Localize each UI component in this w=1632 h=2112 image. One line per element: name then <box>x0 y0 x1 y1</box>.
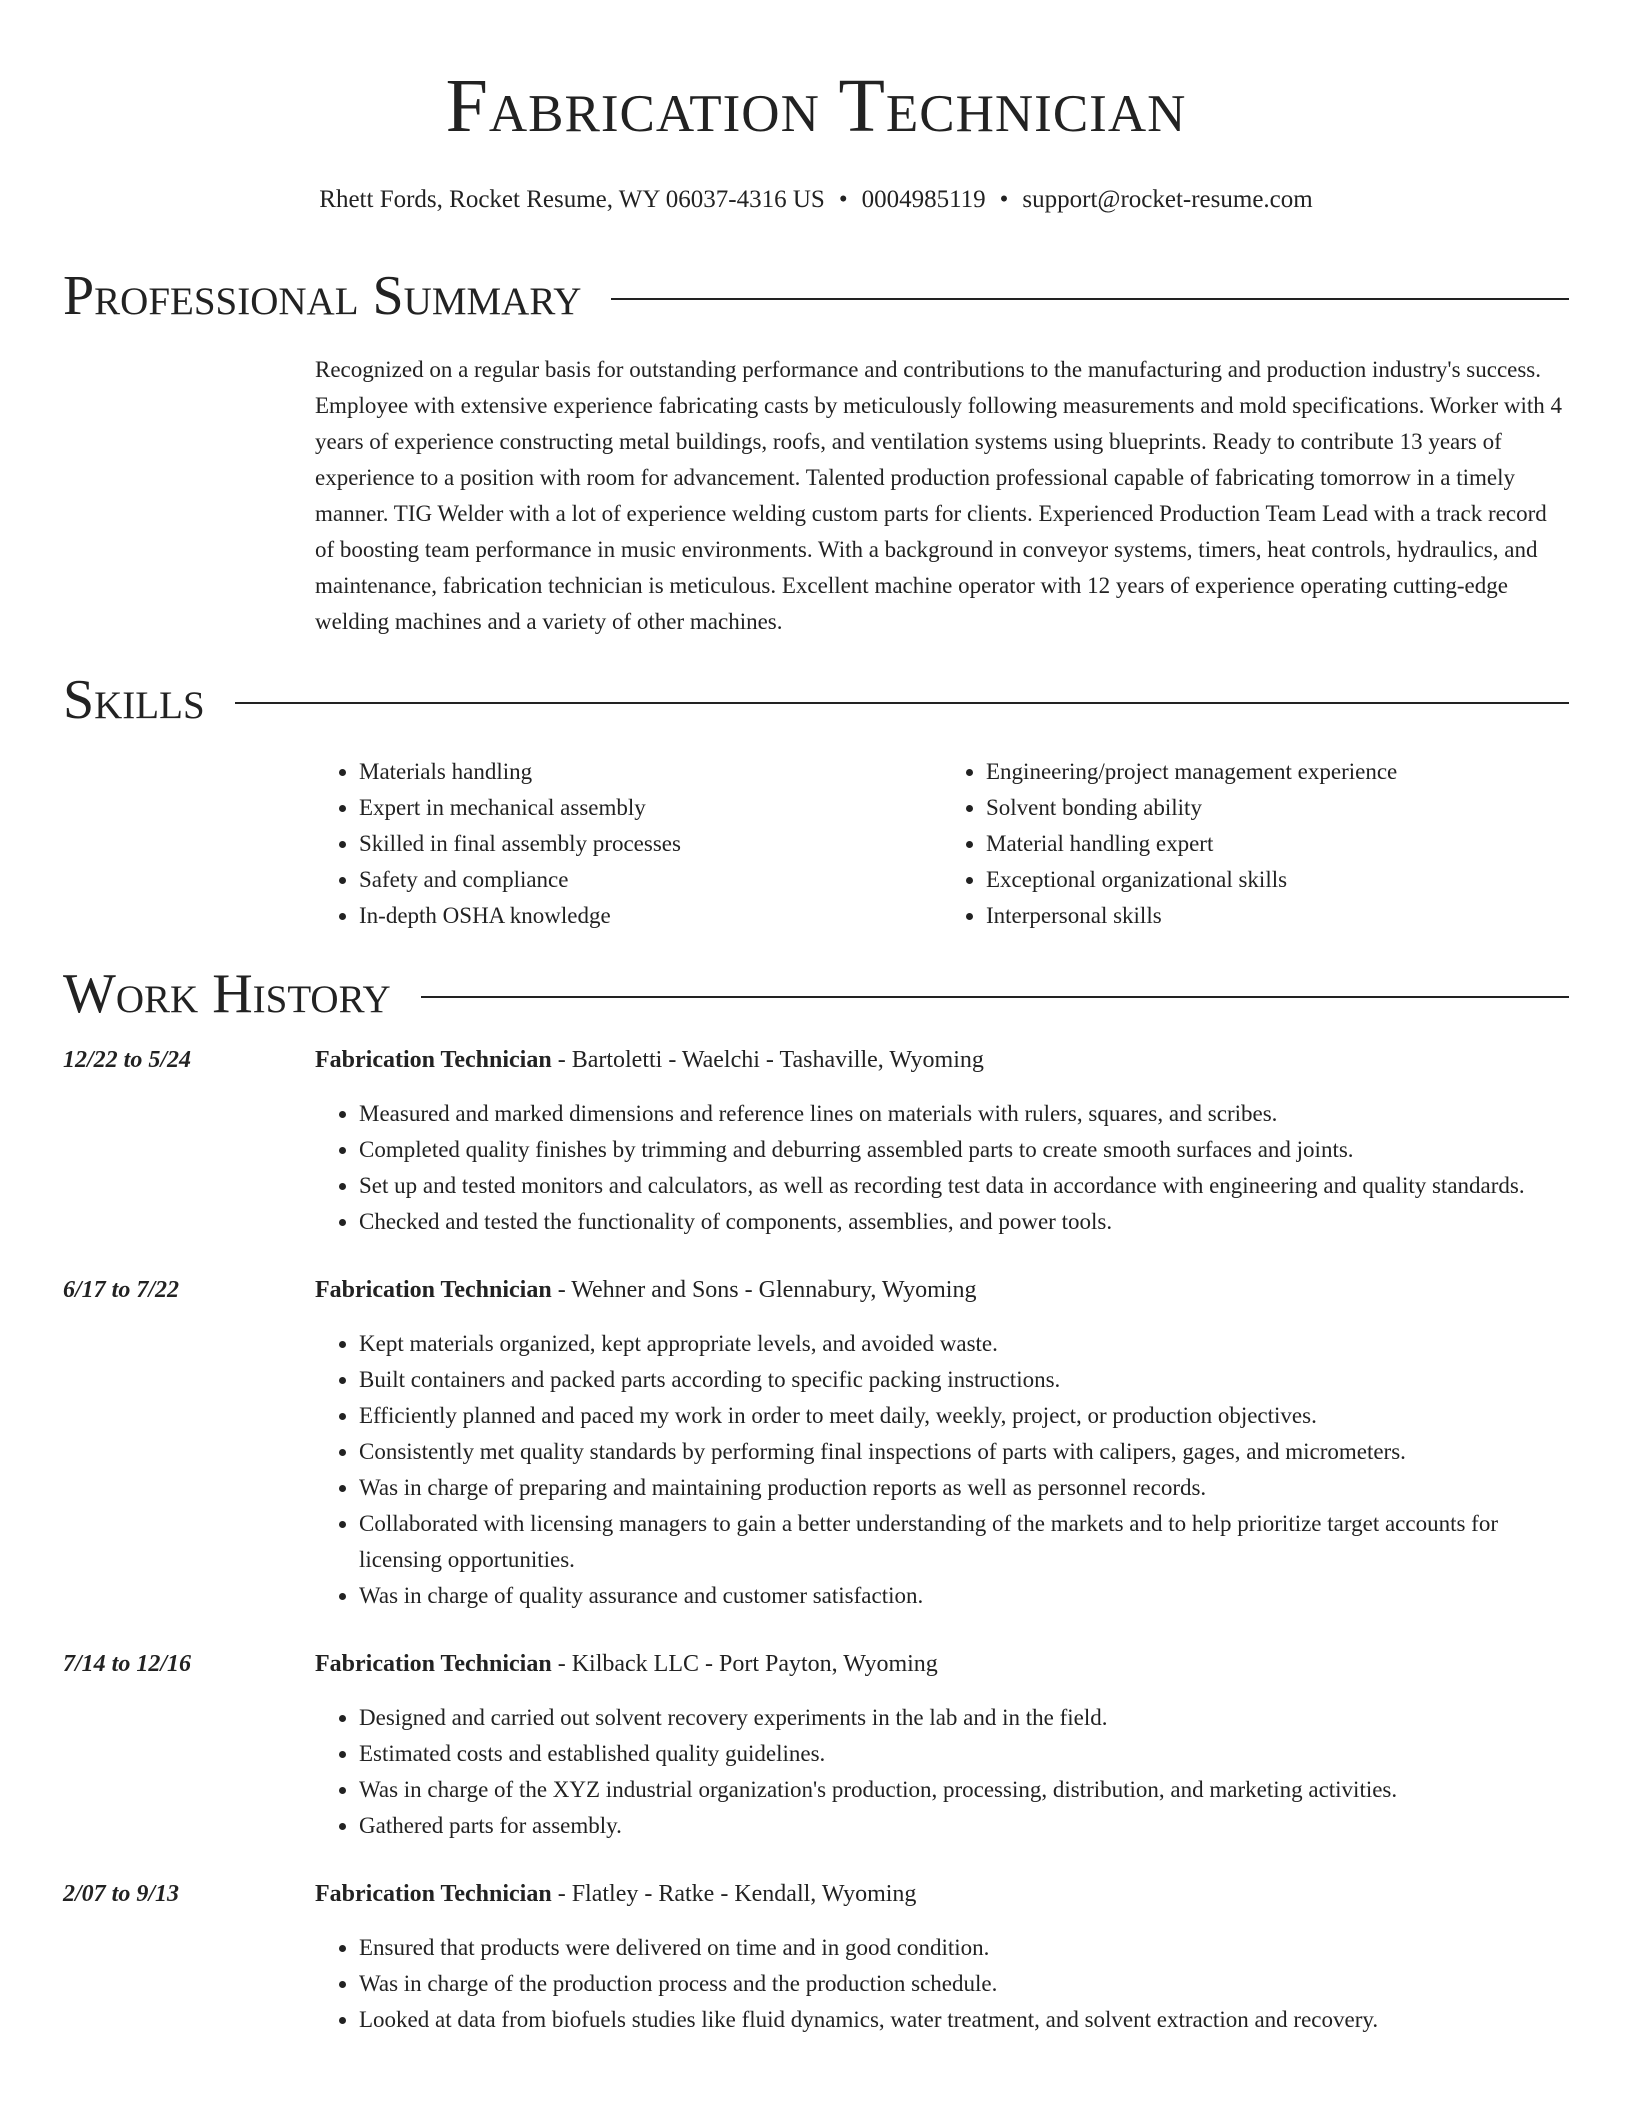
job-company: - Flatley - Ratke - Kendall, Wyoming <box>551 1881 917 1907</box>
job-bullet: • Consistently met quality standards by performing final inspections of parts with calipers, gages, and micrometers. <box>359 1434 1569 1470</box>
job-dates: 12/22 to 5/24 <box>63 1047 192 1073</box>
contact-phone: 0004985119 <box>861 186 986 213</box>
job-bullet: • Collaborated with licensing managers to gain a better understanding of the markets and to help prioritize target accounts for licensing opportunities. <box>359 1506 1569 1578</box>
skills-list-left <box>315 754 942 934</box>
section-heading: Work History <box>63 963 391 1025</box>
job-role: Fabrication Technician <box>315 1651 552 1677</box>
job-bullet: • Was in charge of the production process and the production schedule. <box>359 1966 1569 2002</box>
job-title <box>315 1646 1569 1682</box>
summary-text: Recognized on a regular basis for outstanding performance and contributions to the manufacturing and production industry's success. Employee with extensive experience fabricating casts by meticulously following measurements and mold specifications. Worker with 4 years of experience constructing metal buildings, roofs, and ventilation systems using blueprints. Ready to contribute 13 years of experience to a position with room for advancement. Talented production professional capable of fabricating tomorrow in a timely manner. TIG Welder with a lot of experience welding custom parts for clients. Experienced Production Team Lead with a track record of boosting team performance in music environments. With a background in conveyor systems, timers, heat controls, hydraulics, and maintenance, fabrication technician is meticulous. Excellent machine operator with 12 years of experience operating cutting-edge welding machines and a variety of other machines. <box>315 357 1563 634</box>
page-title: Fabrication Technician <box>445 64 1187 148</box>
section-divider <box>421 996 1569 998</box>
job-dates: 2/07 to 9/13 <box>63 1881 180 1907</box>
skills-columns <box>315 754 1569 934</box>
skill-item: • Engineering/project management experience <box>986 754 1569 790</box>
skill-item: • Expert in mechanical assembly <box>359 790 942 826</box>
job-entry <box>63 1042 1569 1240</box>
job-bullet: • Built containers and packed parts according to specific packing instructions. <box>359 1362 1569 1398</box>
section-header <box>63 962 1569 1026</box>
job-company: - Bartoletti - Waelchi - Tashaville, Wyoming <box>551 1047 984 1073</box>
job-entry <box>63 1646 1569 1844</box>
job-bullet: • Estimated costs and established quality guidelines. <box>359 1736 1569 1772</box>
job-title <box>315 1272 1569 1308</box>
job-role: Fabrication Technician <box>315 1047 552 1073</box>
skill-item: • Material handling expert <box>986 826 1569 862</box>
job-role: Fabrication Technician <box>315 1277 552 1303</box>
job-dates: 6/17 to 7/22 <box>63 1277 180 1303</box>
skills-list-right <box>942 754 1569 934</box>
contact-email[interactable]: support@rocket-resume.com <box>1022 186 1313 213</box>
skill-item: • Safety and compliance <box>359 862 942 898</box>
job-body <box>315 1876 1569 2038</box>
skill-item: • Materials handling <box>359 754 942 790</box>
job-bullet: • Measured and marked dimensions and reference lines on materials with rulers, squares, and scribes. <box>359 1096 1569 1132</box>
job-bullet: • Efficiently planned and paced my work in order to meet daily, weekly, project, or production objectives. <box>359 1398 1569 1434</box>
job-bullet: • Completed quality finishes by trimming and deburring assembled parts to create smooth surfaces and joints. <box>359 1132 1569 1168</box>
job-entry <box>63 1272 1569 1614</box>
contact-address: Rhett Fords, Rocket Resume, WY 06037-4316 US <box>319 186 825 213</box>
job-title <box>315 1042 1569 1078</box>
job-bullets <box>315 1326 1569 1614</box>
job-bullet: • Looked at data from biofuels studies like fluid dynamics, water treatment, and solvent extraction and recovery. <box>359 2002 1569 2038</box>
skill-item: • Interpersonal skills <box>986 898 1569 934</box>
job-bullet: • Designed and carried out solvent recovery experiments in the lab and in the field. <box>359 1700 1569 1736</box>
job-company: - Kilback LLC - Port Payton, Wyoming <box>551 1651 938 1677</box>
job-body <box>315 1272 1569 1614</box>
section-divider <box>235 702 1569 704</box>
section-heading: Skills <box>63 669 205 731</box>
skill-item: • In-depth OSHA knowledge <box>359 898 942 934</box>
job-bullet: • Was in charge of preparing and maintaining production reports as well as personnel records. <box>359 1470 1569 1506</box>
job-bullets <box>315 1930 1569 2038</box>
job-entry <box>63 1876 1569 2038</box>
section-header <box>63 668 1569 732</box>
job-company: - Wehner and Sons - Glennabury, Wyoming <box>551 1277 977 1303</box>
job-role: Fabrication Technician <box>315 1881 552 1907</box>
job-bullet: • Was in charge of quality assurance and customer satisfaction. <box>359 1578 1569 1614</box>
skill-item: • Exceptional organizational skills <box>986 862 1569 898</box>
job-bullet: • Kept materials organized, kept appropriate levels, and avoided waste. <box>359 1326 1569 1362</box>
job-body <box>315 1042 1569 1240</box>
professional-summary-section <box>63 264 1569 640</box>
job-bullets <box>315 1700 1569 1844</box>
job-bullet: • Gathered parts for assembly. <box>359 1808 1569 1844</box>
contact-line <box>63 184 1569 216</box>
job-bullet: • Checked and tested the functionality of components, assemblies, and power tools. <box>359 1204 1569 1240</box>
job-list <box>63 1042 1569 2038</box>
job-title <box>315 1876 1569 1912</box>
skill-item: • Solvent bonding ability <box>986 790 1569 826</box>
contact-separator: • <box>838 186 848 213</box>
contact-separator: • <box>999 186 1009 213</box>
work-history-section <box>63 962 1569 2038</box>
section-header <box>63 264 1569 328</box>
skill-item: • Skilled in final assembly processes <box>359 826 942 862</box>
job-bullet: • Set up and tested monitors and calculators, as well as recording test data in accordance with engineering and quality standards. <box>359 1168 1569 1204</box>
job-dates: 7/14 to 12/16 <box>63 1651 192 1677</box>
skills-section <box>63 668 1569 934</box>
section-divider <box>611 298 1569 300</box>
section-heading: Professional Summary <box>63 265 582 327</box>
job-bullet: • Was in charge of the XYZ industrial organization's production, processing, distribution, and marketing activities. <box>359 1772 1569 1808</box>
job-bullets <box>315 1096 1569 1240</box>
job-bullet: • Ensured that products were delivered on time and in good condition. <box>359 1930 1569 1966</box>
job-body <box>315 1646 1569 1844</box>
